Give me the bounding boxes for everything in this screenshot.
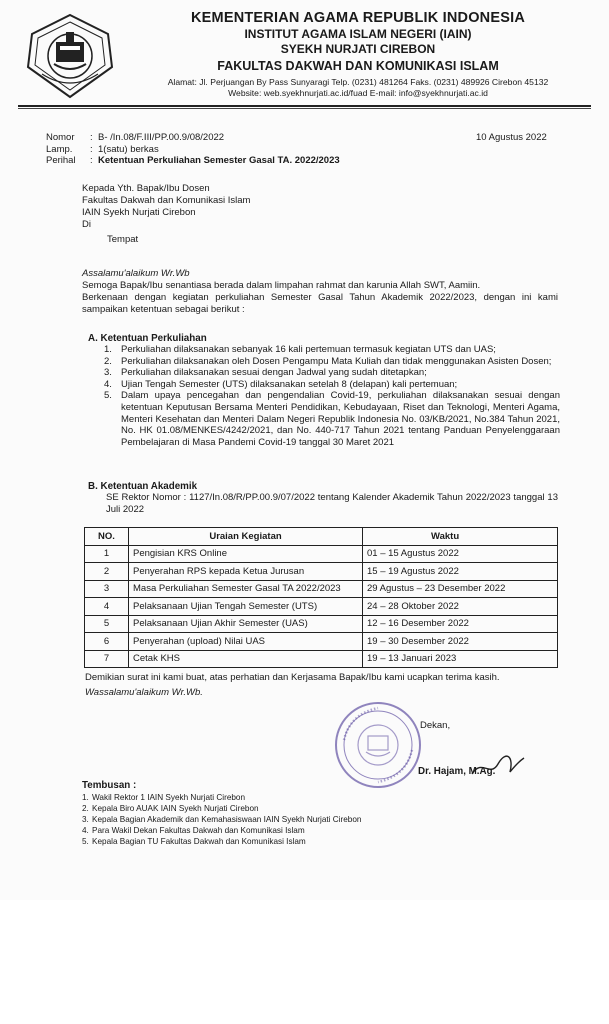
list-item [82,836,361,847]
iain-logo-icon [20,12,120,100]
cc-title: Tembusan : [82,780,137,791]
list-item-text: Ujian Tengah Semester (UTS) dilaksanakan setelah 8 (delapan) kali pertemuan; [121,378,458,390]
section-a-title: A. Ketentuan Perkuliahan [88,333,207,344]
cell-waktu: 29 Agustus – 23 Desember 2022 [363,580,558,598]
signer-name: Dr. Hajam, M.Ag. [418,766,496,777]
list-item [104,356,560,368]
list-item-number: 5. [82,837,89,846]
list-item [82,814,361,825]
list-item [82,803,361,814]
list-item [104,390,560,448]
meta-separator: : [90,143,93,155]
cell-uraian: Pelaksanaan Ujian Akhir Semester (UAS) [129,615,363,633]
ministry-name: KEMENTERIAN AGAMA REPUBLIK INDONESIA [191,10,525,26]
table-row [85,633,558,651]
purpose-paragraph: Berkenaan dengan kegiatan perkuliahan Semester Gasal Tahun Akademik 2022/2023, dengan ini kami sampaikan ketentuan sebagai berikut : [82,292,558,315]
greeting: Assalamu'alaikum Wr.Wb [82,268,190,279]
list-item [104,367,560,379]
cell-no: 1 [85,545,129,563]
official-stamp-icon [330,700,426,790]
address-line: Alamat: Jl. Perjuangan By Pass Sunyaragi Telp. (0231) 481264 Faks. (0231) 489926 Cirebon 45132 [167,77,549,87]
header-rule [18,105,591,107]
lamp-value: 1(satu) berkas [98,143,159,155]
website-line: Website: web.syekhnurjati.ac.id/fuad E-mail: info@syekhnurjati.ac.id [228,88,488,98]
letterhead [20,10,595,102]
cell-waktu: 24 – 28 Oktober 2022 [363,598,558,616]
list-item-number: 2. [82,804,89,813]
cell-waktu: 12 – 16 Desember 2022 [363,615,558,633]
cell-uraian: Penyerahan (upload) Nilai UAS [129,633,363,651]
opening-paragraph: Semoga Bapak/Ibu senantiasa berada dalam limpahan rahmat dan karunia Allah SWT, Aamiin. [82,280,481,291]
cell-no: 2 [85,563,129,581]
list-item-text: Perkuliahan dilaksanakan sesuai dengan Jadwal yang sudah ditetapkan; [121,367,427,379]
header-waktu: Waktu [363,528,558,546]
recipient-line: Di [82,219,91,230]
list-item-number: 2. [104,355,112,367]
cell-waktu: 19 – 13 Januari 2023 [363,650,558,668]
list-item-text: Dalam upaya pencegahan dan pengendalian Covid-19, perkuliahan dilaksanakan sesuai dengan ketentuan Keputusan Bersama Menteri Pendidikan, Kebudayaan, Riset dan Teknologi, Menteri Agama, Menteri Kesehatan dan Menteri Dalam Negeri Republik Indonesia No. 03/KB/2021, No.384 Tahun 2021, No. HK 01.08/MENKES/4242/2021, dan No. 440-717 Tahun 2021 tentang Panduan Penyelenggaraan Pembelajaran di Masa Pandemi Covid-19 tanggal 30 Maret 2021 [121,390,560,448]
list-item-text: Kepala Biro AUAK IAIN Syekh Nurjati Cirebon [92,804,259,813]
nomor-value: B- /In.08/F.III/PP.00.9/08/2022 [98,132,225,143]
meta-separator: : [90,132,93,143]
recipient-line: Tempat [107,234,139,245]
nomor-label: Nomor [46,132,75,143]
cc-list [82,792,361,847]
faculty-name: FAKULTAS DAKWAH DAN KOMUNIKASI ISLAM [217,59,499,73]
recipient-line: IAIN Syekh Nurjati Cirebon [82,207,196,218]
list-item-number: 1. [82,793,89,802]
lamp-label: Lamp. [46,143,73,155]
cell-no: 4 [85,598,129,616]
cell-uraian: Penyerahan RPS kepada Ketua Jurusan [129,563,363,581]
table-row [85,598,558,616]
nomor-row [46,132,340,144]
list-item-text: Para Wakil Dekan Fakultas Dakwah dan Komunikasi Islam [92,826,305,835]
cell-uraian: Cetak KHS [129,650,363,668]
section-b-text: SE Rektor Nomor : 1127/In.08/R/PP.00.9/07/2022 tentang Kalender Akademik Tahun 2022/2023 tanggal 13 Juli 2022 [106,492,558,515]
cell-waktu: 01 – 15 Agustus 2022 [363,545,558,563]
list-item [82,792,361,803]
list-item [82,825,361,836]
list-item-text: Perkuliahan dilaksanakan sebanyak 16 kali pertemuan termasuk kegiatan UTS dan UAS; [121,344,496,355]
list-item-number: 3. [104,367,112,379]
cell-no: 7 [85,650,129,668]
header-uraian: Uraian Kegiatan [129,528,363,546]
table-row [85,650,558,668]
table-row [85,563,558,581]
list-item-text: Kepala Bagian Akademik dan Kemahasiswaan IAIN Syekh Nurjati Cirebon [92,815,362,824]
list-item [104,344,560,356]
perihal-value: Ketentuan Perkuliahan Semester Gasal TA. 2022/2023 [98,155,340,166]
cell-waktu: 19 – 30 Desember 2022 [363,633,558,651]
closing-greeting: Wassalamu'alaikum Wr.Wb. [85,687,203,698]
cell-uraian: Pelaksanaan Ujian Tengah Semester (UTS) [129,598,363,616]
list-item-number: 4. [82,826,89,835]
section-b-title: B. Ketentuan Akademik [88,481,198,492]
cell-uraian: Pengisian KRS Online [129,545,363,563]
lamp-row [46,144,340,156]
institute-city: SYEKH NURJATI CIREBON [280,42,436,56]
cell-no: 6 [85,633,129,651]
signer-position: Dekan, [420,720,451,731]
list-item [104,379,560,391]
cell-waktu: 15 – 19 Agustus 2022 [363,563,558,581]
header-rule-thin [18,108,591,109]
letter-meta [46,132,340,167]
list-item-number: 3. [82,815,89,824]
recipient-line: Kepada Yth. Bapak/Ibu Dosen [82,183,210,194]
perihal-row [46,155,340,167]
list-item-number: 5. [104,390,112,402]
table-row [85,615,558,633]
recipient-block [82,183,250,246]
list-item-text: Kepala Bagian TU Fakultas Dakwah dan Komunikasi Islam [92,837,306,846]
cell-uraian: Masa Perkuliahan Semester Gasal TA 2022/2023 [129,580,363,598]
header-no: NO. [85,528,129,546]
schedule-table [84,527,558,668]
section-a-list [104,344,560,448]
institute-name: INSTITUT AGAMA ISLAM NEGERI (IAIN) [244,27,472,41]
blank-bottom-area [0,900,609,1024]
letter-date: 10 Agustus 2022 [476,132,547,143]
table-row [85,545,558,563]
list-item-number: 4. [104,378,112,390]
list-item-text: Wakil Rektor 1 IAIN Syekh Nurjati Cirebon [92,793,246,802]
cell-no: 3 [85,580,129,598]
table-header-row [85,528,558,546]
recipient-line: Fakultas Dakwah dan Komunikasi Islam [82,195,251,206]
cell-no: 5 [85,615,129,633]
list-item-text: Perkuliahan dilaksanakan oleh Dosen Pengampu Mata Kuliah dan tidak menggunakan Asisten Dosen; [121,355,552,367]
list-item-number: 1. [104,344,112,355]
meta-separator: : [90,155,93,166]
closing-sentence: Demikian surat ini kami buat, atas perhatian dan Kerjasama Bapak/Ibu kami ucapkan terima kasih. [85,672,500,683]
perihal-label: Perihal [46,155,76,166]
table-row [85,580,558,598]
